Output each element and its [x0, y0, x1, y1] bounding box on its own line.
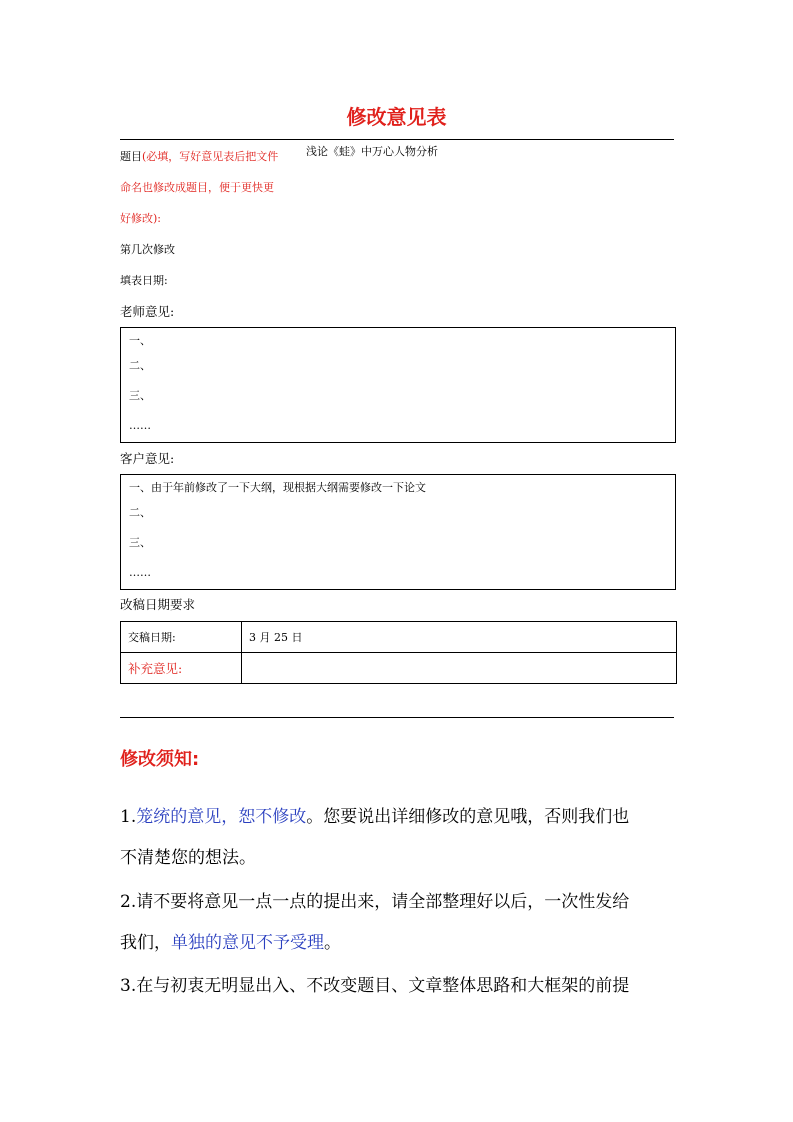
teacher-opinion-box	[120, 327, 676, 443]
submit-date-value: 3 月 25 日	[242, 622, 677, 653]
notice-item-2-prefix: 我们，	[120, 933, 171, 953]
notice-item-2-end: 。	[324, 933, 341, 953]
topic-label-note-line3: 好修改)	[120, 212, 158, 225]
client-opinion-heading: 客户意见:	[120, 451, 175, 466]
notice-item-1-line1	[120, 797, 676, 838]
title-divider	[120, 139, 674, 140]
notice-item-1-text: 。您要说出详细修改的意见哦，否则我们也	[306, 807, 630, 827]
supplement-value	[242, 653, 677, 684]
topic-label-note-line1: (必填，写好意见表后把文件	[142, 150, 279, 163]
teacher-opinion-line: 三、	[129, 389, 151, 402]
teacher-opinion-line: 二、	[129, 359, 151, 372]
notice-item-1-line2: 不清楚您的想法。	[120, 848, 256, 868]
teacher-opinion-heading: 老师意见:	[120, 304, 175, 319]
client-opinion-line: 二、	[129, 506, 151, 519]
notice-item-2-line2	[120, 923, 676, 964]
notice-item-1-number: 1.	[120, 807, 137, 827]
client-opinion-line: ……	[129, 566, 151, 579]
deadline-table	[120, 621, 677, 684]
notice-item-2-emphasis: 单独的意见不予受理	[171, 933, 324, 953]
topic-label-note-line2: 命名也修改成题目，便于更快更	[120, 181, 274, 194]
topic-label-suffix: :	[157, 212, 162, 225]
topic-value: 浅论《蛙》中万心人物分析	[306, 145, 438, 158]
topic-label-line3	[120, 212, 161, 226]
table-row	[121, 622, 677, 653]
notice-heading: 修改须知:	[120, 749, 200, 770]
topic-label	[120, 150, 278, 164]
page-title: 修改意见表	[346, 105, 447, 129]
supplement-label: 补充意见:	[121, 653, 242, 684]
teacher-opinion-line: ……	[129, 419, 151, 432]
client-opinion-box	[120, 474, 676, 590]
submit-date-label: 交稿日期:	[121, 622, 242, 653]
client-opinion-line: 一、由于年前修改了一下大纲，现根据大纲需要修改一下论文	[129, 481, 426, 494]
notice-item-2-line1: 2.请不要将意见一点一点的提出来，请全部整理好以后，一次性发给	[120, 892, 630, 912]
deadline-heading: 改稿日期要求	[120, 597, 196, 612]
teacher-opinion-line: 一、	[129, 334, 151, 347]
table-row	[121, 653, 677, 684]
revision-round-label: 第几次修改	[120, 243, 175, 256]
section-divider	[120, 717, 674, 718]
notice-item-3-line1: 3.在与初衷无明显出入、不改变题目、文章整体思路和大框架的前提	[120, 976, 630, 996]
notice-item-1-emphasis: 笼统的意见，恕不修改	[136, 807, 307, 827]
topic-label-prefix: 题目	[120, 150, 142, 163]
fill-date-label: 填表日期:	[120, 274, 168, 287]
client-opinion-line: 三、	[129, 536, 151, 549]
